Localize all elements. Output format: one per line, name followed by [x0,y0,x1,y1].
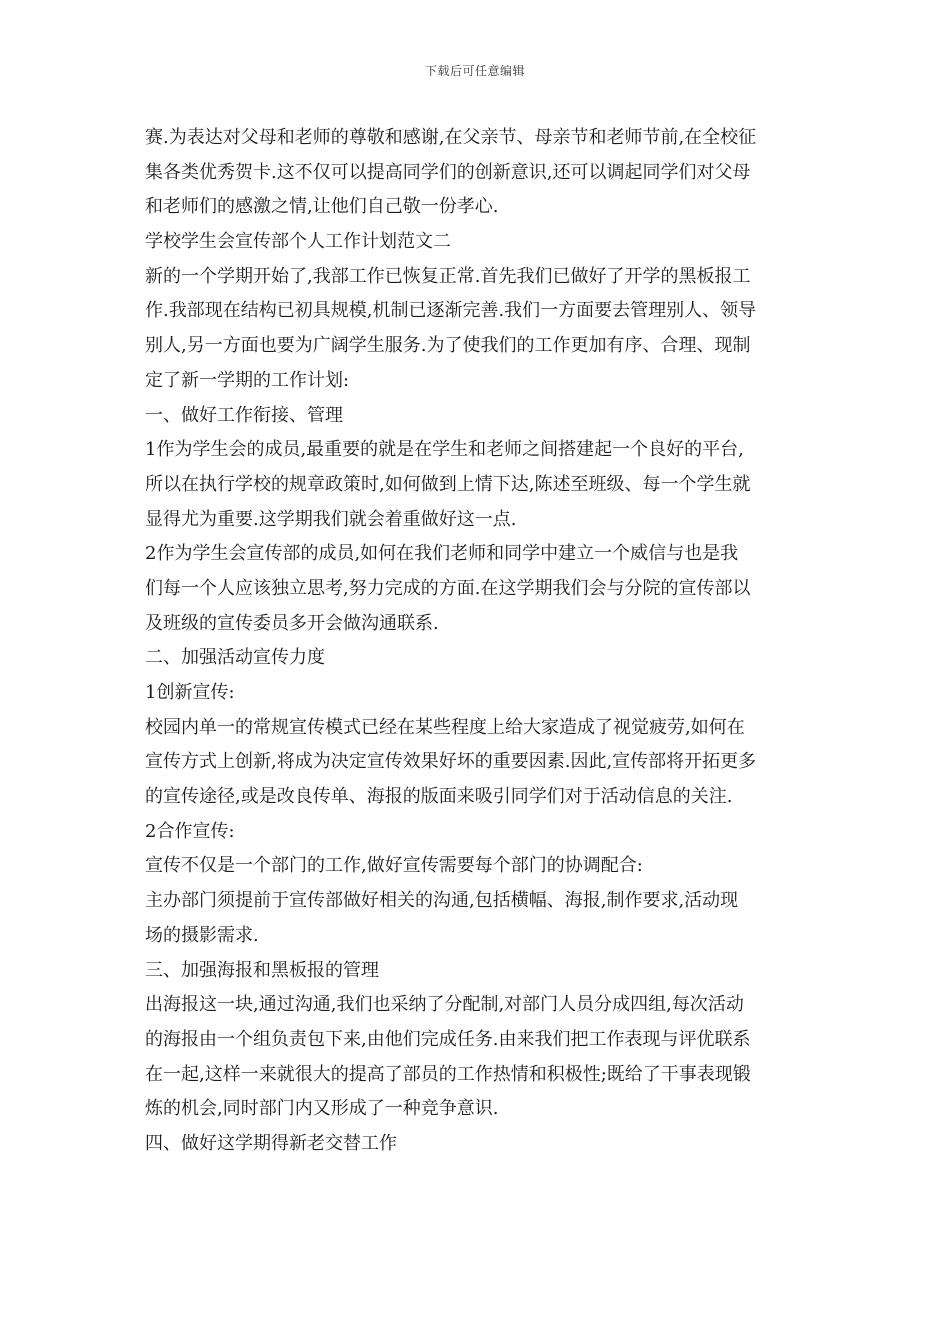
text-line: 显得尤为重要.这学期我们就会着重做好这一点. [145,508,517,530]
subsection-heading: 2合作宣传: [145,820,235,842]
section-title: 学校学生会宣传部个人工作计划范文二 [145,231,451,253]
text-line: 的海报由一个组负责包下来,由他们完成任务.由来我们把工作表现与评优联系 [145,1028,751,1050]
text-line: 作.我部现在结构已初具规模,机制已逐渐完善.我们一方面要去管理别人、领导 [145,300,757,322]
section-heading: 三、加强海报和黑板报的管理 [145,959,379,981]
text-line: 别人,另一方面也要为广阔学生服务.为了使我们的工作更加有序、合理、现制 [145,335,751,357]
document-body [145,121,810,1162]
text-line: 2作为学生会宣传部的成员,如何在我们老师和同学中建立一个威信与也是我 [145,543,739,565]
text-line: 主办部门须提前于宣传部做好相关的沟通,包括横幅、海报,制作要求,活动现 [145,890,739,912]
text-line: 校园内单一的常规宣传模式已经在某些程度上给大家造成了视觉疲劳,如何在 [145,716,745,738]
text-line: 1作为学生会的成员,最重要的就是在学生和老师之间搭建起一个良好的平台, [145,439,744,461]
subsection-heading: 1创新宣传: [145,682,235,703]
section-heading: 四、做好这学期得新老交替工作 [145,1132,397,1154]
text-line: 们每一个人应该独立思考,努力完成的方面.在这学期我们会与分院的宣传部以 [145,577,751,599]
text-line: 和老师们的感激之情,让他们自己敬一份孝心. [145,196,499,218]
page-header: 下载后可任意编辑 [424,64,525,78]
text-line: 场的摄影需求. [145,924,259,946]
text-line: 炼的机会,同时部门内又形成了一种竞争意识. [145,1098,499,1120]
text-line: 赛.为表达对父母和老师的尊敬和感谢,在父亲节、母亲节和老师节前,在全校征 [145,127,757,148]
text-line: 及班级的宣传委员多开会做沟通联系. [145,612,439,634]
section-heading: 二、加强活动宣传力度 [145,647,325,669]
text-line: 宣传不仅是一个部门的工作,做好宣传需要每个部门的协调配合: [145,855,643,877]
text-line: 在一起,这样一来就很大的提高了部员的工作热情和积极性;既给了干事表现锻 [145,1063,751,1085]
text-line: 集各类优秀贺卡.这不仅可以提高同学们的创新意识,还可以调起同学们对父母 [145,161,751,183]
text-line: 新的一个学期开始了,我部工作已恢复正常.首先我们已做好了开学的黑板报工 [145,265,751,287]
text-line: 的宣传途径,或是改良传单、海报的版面来吸引同学们对于活动信息的关注. [145,786,733,808]
section-heading: 一、做好工作衔接、管理 [145,404,343,426]
text-line: 出海报这一块,通过沟通,我们也采纳了分配制,对部门人员分成四组,每次活动 [145,994,744,1016]
text-line: 宣传方式上创新,将成为决定宣传效果好坏的重要因素.因此,宣传部将开拓更多 [145,751,757,773]
text-line: 定了新一学期的工作计划: [145,369,350,391]
text-line: 所以在执行学校的规章政策时,如何做到上情下达,陈述至班级、每一个学生就 [145,473,751,495]
